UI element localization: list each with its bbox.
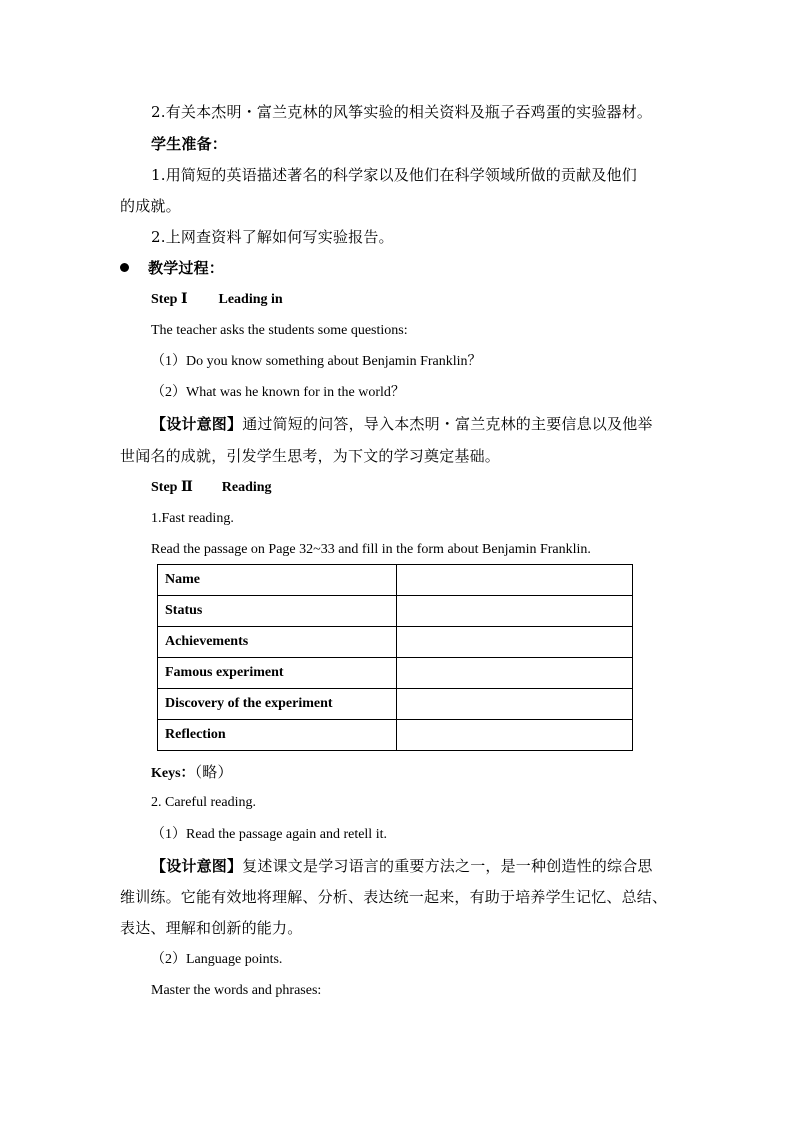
table-row bbox=[158, 720, 633, 751]
step-2-title: Reading bbox=[221, 480, 272, 495]
table-row bbox=[158, 565, 633, 596]
form-value-famous-experiment bbox=[397, 658, 633, 689]
design-intent-2-line-1 bbox=[151, 856, 653, 876]
table-row bbox=[158, 596, 633, 627]
student-prep-item-1-line-1: 1.用简短的英语描述著名的科学家以及他们在科学领域所做的贡献及他们 bbox=[151, 166, 637, 184]
question-2: （2）What was he known for in the world？ bbox=[151, 385, 405, 400]
student-prep-item-1-line-2: 的成就。 bbox=[120, 197, 181, 215]
step-2-heading bbox=[151, 478, 272, 498]
step-1-title: Leading in bbox=[218, 292, 283, 307]
form-value-achievements bbox=[397, 627, 633, 658]
bullet-icon bbox=[120, 263, 129, 272]
design-intent-1-text: 通过简短的问答，导入本杰明・富兰克林的主要信息以及他举 bbox=[242, 415, 653, 433]
student-prep-heading: 学生准备： bbox=[151, 135, 228, 153]
form-label-reflection: Reflection bbox=[158, 720, 397, 751]
design-intent-2-text: 复述课文是学习语言的重要方法之一，是一种创造性的综合思 bbox=[242, 857, 653, 875]
careful-item-1: （1）Read the passage again and retell it. bbox=[151, 827, 387, 842]
master-line: Master the words and phrases: bbox=[151, 983, 322, 998]
careful-reading: 2. Careful reading. bbox=[151, 795, 256, 810]
form-label-status: Status bbox=[158, 596, 397, 627]
process-heading: 教学过程： bbox=[148, 259, 225, 277]
materials-item-2: 2.有关本杰明・富兰克林的风筝实验的相关资料及瓶子吞鸡蛋的实验器材。 bbox=[151, 103, 653, 121]
design-intent-1-line-2: 世闻名的成就，引发学生思考，为下文的学习奠定基础。 bbox=[120, 447, 501, 465]
design-intent-tag: 【设计意图】 bbox=[151, 857, 243, 875]
form-label-achievements: Achievements bbox=[158, 627, 397, 658]
table-row bbox=[158, 658, 633, 689]
franklin-form-table bbox=[157, 564, 633, 751]
design-intent-2-line-3: 表达、理解和创新的能力。 bbox=[120, 919, 303, 937]
form-value-name bbox=[397, 565, 633, 596]
step-2-label: Step Ⅱ bbox=[151, 480, 193, 495]
step-1-intro: The teacher asks the students some questions: bbox=[151, 323, 408, 338]
table-row bbox=[158, 689, 633, 720]
fast-reading-instruction: Read the passage on Page 32~33 and fill in the form about Benjamin Franklin. bbox=[151, 542, 591, 557]
design-intent-tag: 【设计意图】 bbox=[151, 415, 243, 433]
form-label-famous-experiment: Famous experiment bbox=[158, 658, 397, 689]
form-value-reflection bbox=[397, 720, 633, 751]
form-value-discovery bbox=[397, 689, 633, 720]
careful-item-2: （2）Language points. bbox=[151, 952, 283, 967]
design-intent-2-line-2: 维训练。它能有效地将理解、分析、表达统一起来，有助于培养学生记忆、总结、 bbox=[120, 888, 668, 906]
question-1: （1）Do you know something about Benjamin Franklin？ bbox=[151, 354, 482, 369]
student-prep-item-2: 2.上网查资料了解如何写实验报告。 bbox=[151, 228, 394, 246]
step-1-label: Step Ⅰ bbox=[151, 292, 188, 307]
keys-line bbox=[151, 762, 233, 784]
keys-value: （略） bbox=[194, 763, 233, 781]
design-intent-1-line-1 bbox=[151, 414, 653, 434]
step-1-heading bbox=[151, 290, 283, 310]
form-label-discovery: Discovery of the experiment bbox=[158, 689, 397, 720]
keys-label: Keys： bbox=[151, 766, 195, 781]
form-label-name: Name bbox=[158, 565, 397, 596]
fast-reading: 1.Fast reading. bbox=[151, 511, 234, 526]
table-row bbox=[158, 627, 633, 658]
form-value-status bbox=[397, 596, 633, 627]
